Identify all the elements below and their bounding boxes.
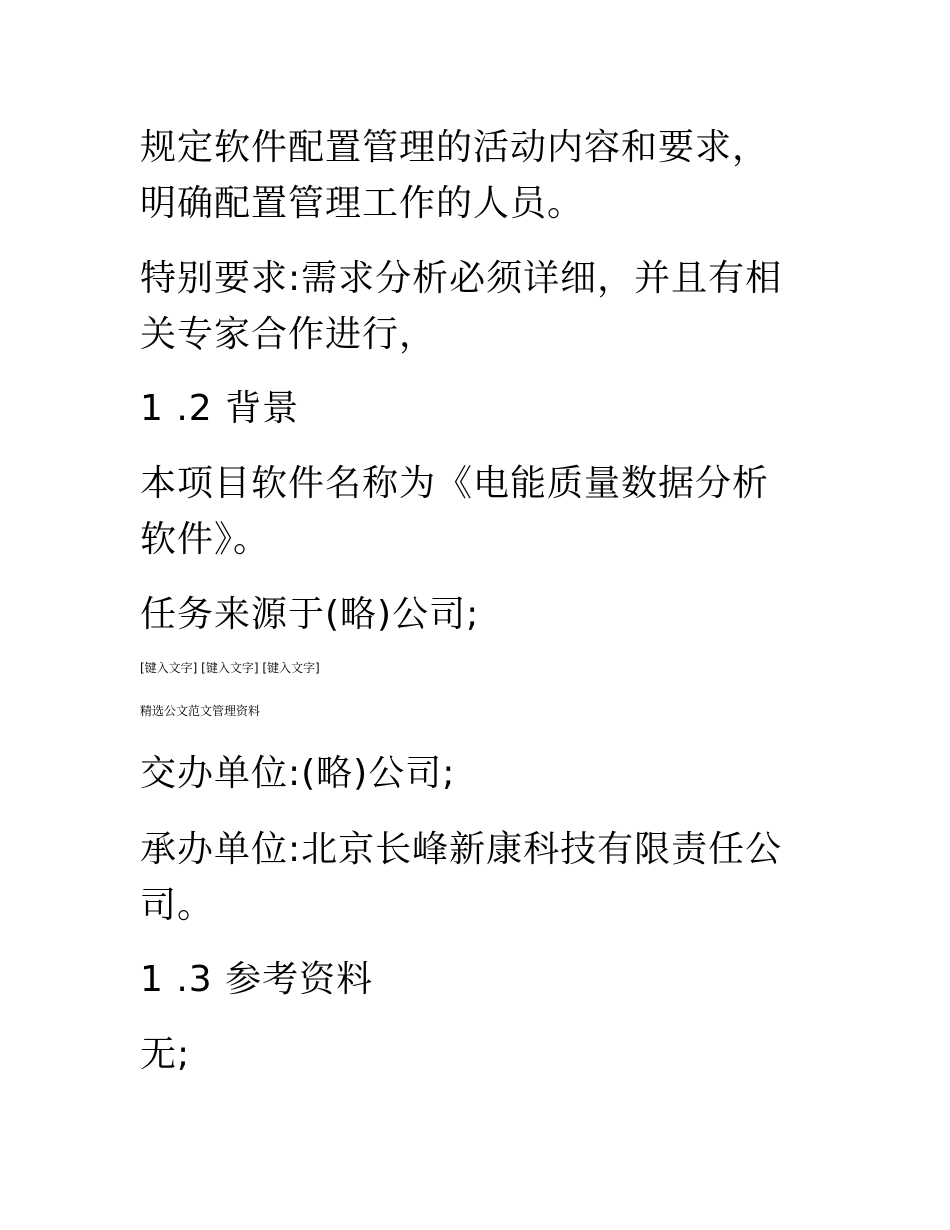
references-none-paragraph: 无; — [140, 1034, 191, 1075]
software-name-line-2: 软件》。 — [140, 519, 271, 560]
scope-paragraph-line-1: 规定软件配置管理的活动内容和要求， — [140, 127, 770, 168]
assigning-unit-paragraph: 交办单位:(略)公司; — [140, 753, 456, 794]
software-name-line-1: 本项目软件名称为《电能质量数据分析 — [140, 463, 770, 504]
section-heading-background: 1 .2 背景 — [140, 388, 300, 429]
scope-paragraph-line-2: 明确配置管理工作的人员。 — [140, 183, 585, 224]
undertaking-unit-line-1: 承办单位:北京长峰新康科技有限责任公 — [140, 829, 783, 870]
special-requirement-line-2: 关专家合作进行， — [140, 314, 437, 355]
section-heading-references: 1 .3 参考资料 — [140, 959, 374, 1000]
task-source-paragraph: 任务来源于(略)公司; — [140, 594, 480, 635]
undertaking-unit-line-2: 司。 — [140, 885, 215, 926]
special-requirement-line-1: 特别要求:需求分析必须详细，并且有相 — [140, 258, 783, 299]
footer-caption: 精选公文范文管理资料 — [140, 704, 261, 718]
footer-placeholder-text: [键入文字] [键入文字] [键入文字] — [140, 661, 320, 675]
